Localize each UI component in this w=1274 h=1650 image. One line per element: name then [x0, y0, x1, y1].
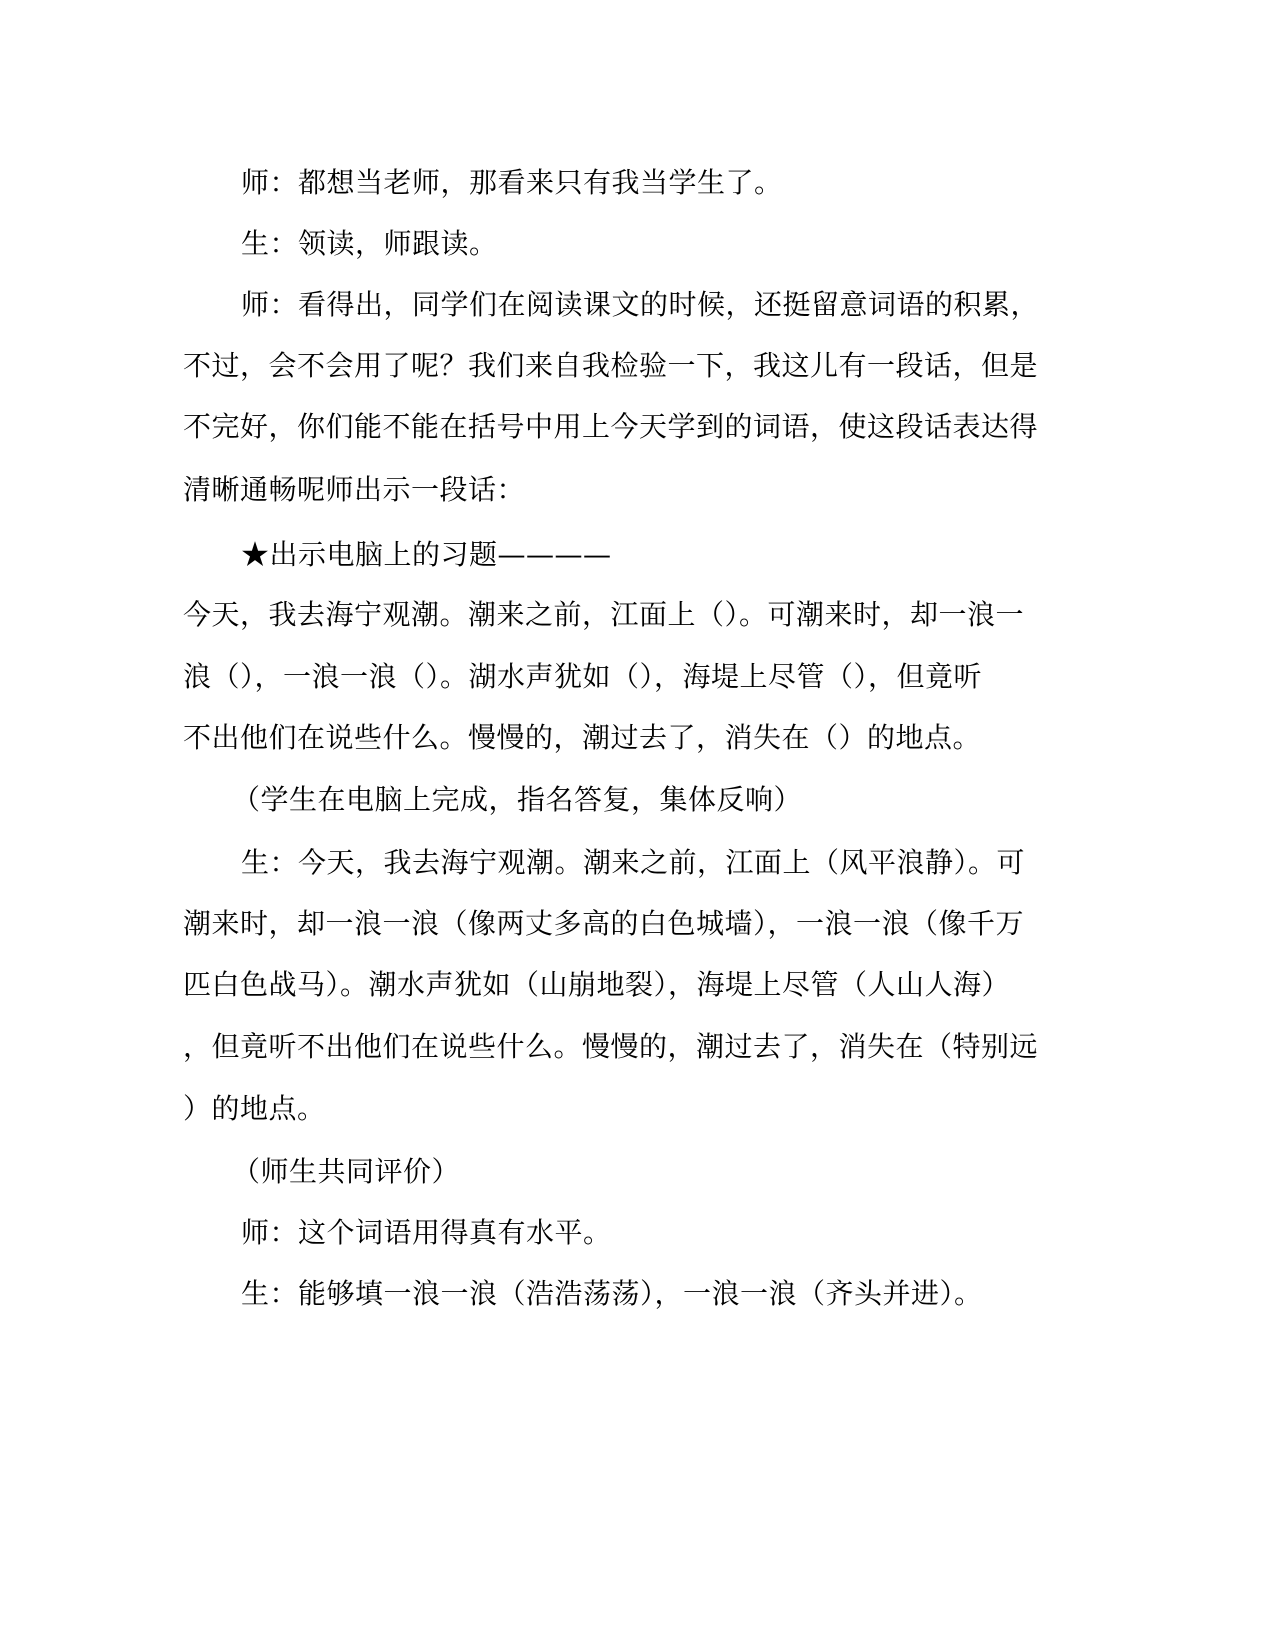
dialogue-student-line: 生：能够填一浪一浪（浩浩荡荡），一浪一浪（齐头并进）。 [241, 1277, 983, 1310]
paragraph-line: ）的地点。 [183, 1092, 326, 1125]
dialogue-teacher-line: 师：这个词语用得真有水平。 [241, 1216, 612, 1249]
exercise-line: 今天，我去海宁观潮。潮来之前，江面上（）。可潮来时，却一浪一 [183, 598, 1025, 631]
paragraph-line: 潮来时，却一浪一浪（像两丈多高的白色城墙），一浪一浪（像千万 [183, 907, 1025, 940]
exercise-line: 不出他们在说些什么。慢慢的，潮过去了，消失在（）的地点。 [183, 721, 982, 754]
stage-note: （师生共同评价） [232, 1155, 461, 1188]
paragraph-line: 师：看得出，同学们在阅读课文的时候，还挺留意词语的积累， [241, 288, 1040, 321]
paragraph-line: 不过，会不会用了呢？我们来自我检验一下，我这儿有一段话，但是 [183, 349, 1039, 382]
paragraph-line: 生：今天，我去海宁观潮。潮来之前，江面上（风平浪静）。可 [241, 846, 1026, 879]
paragraph-line: 匹白色战马）。潮水声犹如（山崩地裂），海堤上尽管（人山人海） [183, 968, 1011, 1001]
paragraph-line: 不完好，你们能不能在括号中用上今天学到的词语，使这段话表达得 [183, 410, 1039, 443]
exercise-line: 浪（），一浪一浪（）。湖水声犹如（），海堤上尽管（），但竟听 [183, 660, 983, 693]
exercise-heading: ★出示电脑上的习题———— [241, 538, 612, 571]
dialogue-teacher-line: 师：都想当老师，那看来只有我当学生了。 [241, 166, 783, 199]
stage-note: （学生在电脑上完成，指名答复，集体反响） [232, 783, 803, 816]
paragraph-line: 清晰通畅呢师出示一段话： [183, 473, 526, 506]
paragraph-line: ，但竟听不出他们在说些什么。慢慢的，潮过去了，消失在（特别远 [183, 1030, 1039, 1063]
dialogue-student-line: 生：领读，师跟读。 [241, 227, 498, 260]
